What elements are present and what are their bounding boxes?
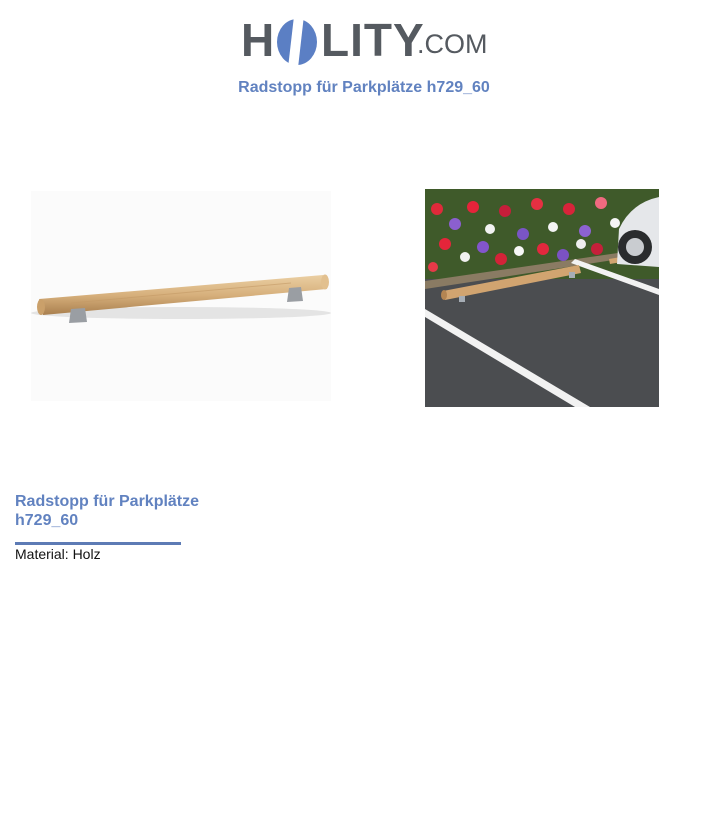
product-title [15, 492, 235, 530]
logo-letter-h: H [241, 14, 276, 66]
page-title: Radstopp für Parkplätze h729_60 [238, 79, 490, 96]
product-title-line2: h729_60 [15, 512, 79, 529]
holity-logo[interactable] [241, 10, 488, 70]
wooden-wheel-stop-product-photo [31, 191, 331, 401]
logo-com: .COM [417, 29, 488, 59]
product-material: Material: Holz [15, 546, 101, 562]
product-title-line1: Radstopp für Parkplätze [15, 493, 200, 510]
title-divider [15, 542, 181, 545]
wheel-stop-parking-lot-photo [425, 189, 659, 407]
logo-letters-lity: LITY [321, 14, 425, 66]
logo-o-icon [274, 12, 322, 68]
